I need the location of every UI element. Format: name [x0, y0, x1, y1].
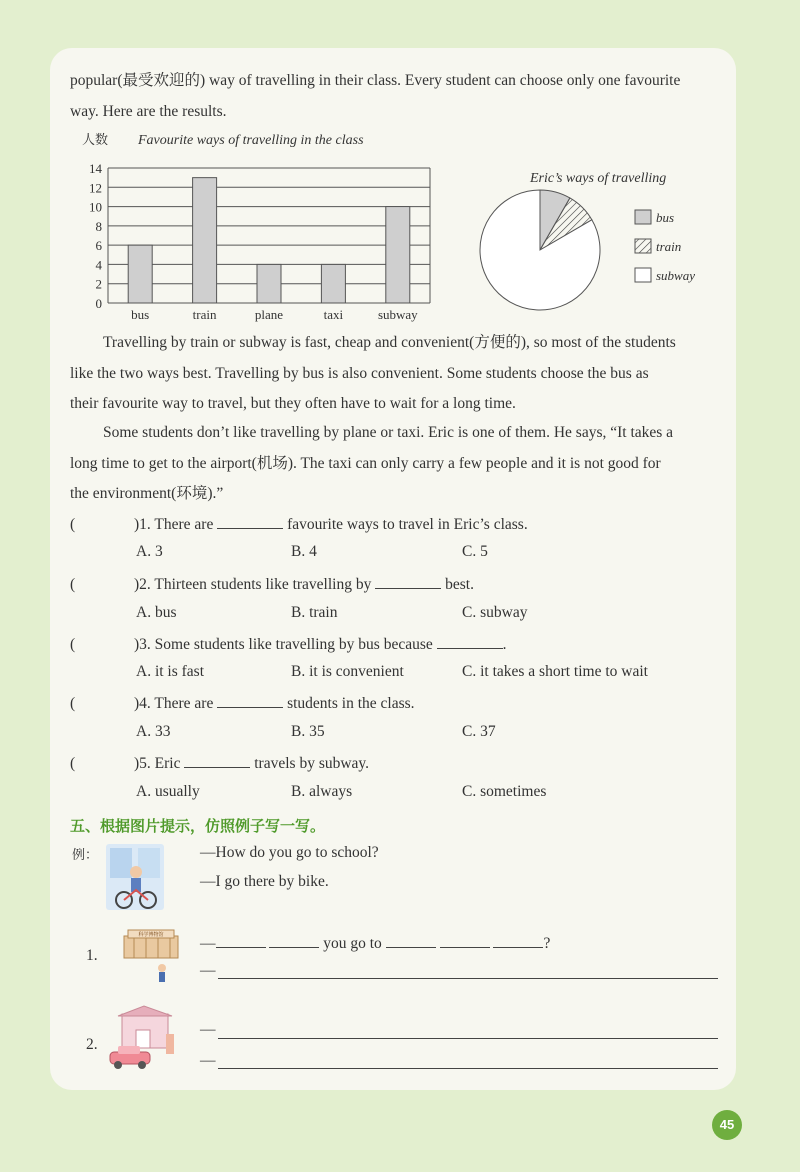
- q5-option-b[interactable]: B. always: [291, 783, 353, 800]
- legend-label: subway: [656, 268, 695, 283]
- page-number: 45: [712, 1110, 742, 1140]
- bar-plane: [257, 264, 281, 303]
- item-1-sentence: — you go to ?: [200, 935, 551, 952]
- y-axis-label: 人数: [82, 132, 109, 147]
- passage-line-1: popular(最受欢迎的) way of travelling in their class. Every student can choose only one favourite: [70, 72, 681, 89]
- legend-swatch-bus: [635, 210, 651, 224]
- legend-label: bus: [656, 210, 675, 225]
- item-2-dash-2: —: [200, 1052, 216, 1069]
- answer-blank[interactable]: [375, 574, 441, 589]
- pie-chart-title: Eric’s ways of travelling: [530, 171, 667, 186]
- legend-swatch-subway: [635, 268, 651, 282]
- answer-blank[interactable]: [217, 693, 283, 708]
- y-tick-label: 6: [95, 238, 102, 254]
- y-tick-label: 2: [95, 276, 102, 292]
- item-2-answer-line-2[interactable]: [218, 1068, 718, 1069]
- item-1-answer-dash: —: [200, 962, 216, 979]
- bar-chart: [70, 128, 450, 328]
- item-2-answer-line-1[interactable]: [218, 1038, 718, 1039]
- example-label: 例：: [72, 848, 99, 863]
- question-4: ( )4. There are students in the class.: [70, 695, 415, 712]
- q5-option-c[interactable]: C. sometimes: [462, 783, 547, 800]
- x-tick-label: taxi: [323, 307, 344, 322]
- passage-para2-line-1: Travelling by train or subway is fast, cheap and convenient(方便的), so most of the students: [103, 334, 676, 351]
- passage-para2-line-3: their favourite way to travel, but they often have to wait for a long time.: [70, 395, 516, 412]
- answer-blank[interactable]: [437, 634, 503, 649]
- legend-swatch-train: [635, 239, 651, 253]
- answer-blank[interactable]: [493, 933, 543, 948]
- y-tick-label: 14: [89, 161, 102, 176]
- x-tick-label: bus: [131, 307, 150, 322]
- question-3: ( )3. Some students like travelling by bus because .: [70, 636, 507, 653]
- q4-option-c[interactable]: C. 37: [462, 723, 496, 740]
- question-5: ( )5. Eric travels by subway.: [70, 755, 370, 772]
- item-2-dash-1: —: [200, 1021, 216, 1038]
- section-5-title: 五、根据图片提示，仿照例子写一写。: [70, 817, 326, 835]
- answer-blank[interactable]: [269, 933, 319, 948]
- answer-blank[interactable]: [216, 933, 266, 948]
- passage-para3-line-3: the environment(环境).”: [70, 485, 224, 502]
- bar-taxi: [321, 264, 345, 303]
- y-tick-label: 4: [95, 257, 102, 273]
- q1-option-c[interactable]: C. 5: [462, 543, 488, 560]
- x-tick-label: subway: [377, 307, 418, 322]
- bike-illustration: [104, 842, 166, 912]
- example-question: —How do you go to school?: [200, 844, 379, 861]
- bar-bus: [128, 245, 152, 303]
- y-tick-label: 8: [95, 218, 102, 234]
- x-tick-label: plane: [254, 307, 284, 322]
- q2-option-c[interactable]: C. subway: [462, 604, 528, 621]
- example-answer: —I go there by bike.: [200, 873, 329, 890]
- y-tick-label: 10: [89, 199, 102, 215]
- q2-option-a[interactable]: A. bus: [136, 604, 177, 621]
- q3-option-c[interactable]: C. it takes a short time to wait: [462, 663, 648, 680]
- science-museum-illustration: [118, 926, 184, 986]
- passage-para3-line-2: long time to get to the airport(机场). The taxi can only carry a few people and it is not good for: [70, 455, 661, 472]
- bar-train: [193, 178, 217, 303]
- item-1-answer-line[interactable]: [218, 978, 718, 979]
- answer-blank[interactable]: [184, 753, 250, 768]
- question-1: ( )1. There are favourite ways to travel in Eric’s class.: [70, 516, 528, 533]
- answer-blank[interactable]: [386, 933, 436, 948]
- passage-para2-line-2: like the two ways best. Travelling by bus is also convenient. Some students choose the bus as: [70, 365, 649, 382]
- building-sign: 科学博物馆: [138, 933, 164, 938]
- legend-label: train: [656, 239, 682, 254]
- y-tick-label: 12: [89, 180, 102, 196]
- q2-option-b[interactable]: B. train: [291, 604, 338, 621]
- q4-option-a[interactable]: A. 33: [136, 723, 171, 740]
- hospital-taxi-illustration: [104, 1004, 184, 1070]
- bar-subway: [386, 207, 410, 303]
- q1-option-b[interactable]: B. 4: [291, 543, 317, 560]
- passage-line-2: way. Here are the results.: [70, 103, 227, 120]
- pie-chart: [470, 160, 730, 315]
- item-1-number: 1.: [86, 947, 98, 964]
- q1-option-a[interactable]: A. 3: [136, 543, 163, 560]
- y-tick-label: 0: [95, 296, 102, 311]
- question-2: ( )2. Thirteen students like travelling by best.: [70, 576, 474, 593]
- q3-option-b[interactable]: B. it is convenient: [291, 663, 404, 680]
- passage-para3-line-1: Some students don’t like travelling by plane or taxi. Eric is one of them. He says, “It takes a: [103, 424, 674, 441]
- answer-blank[interactable]: [440, 933, 490, 948]
- q4-option-b[interactable]: B. 35: [291, 723, 325, 740]
- answer-blank[interactable]: [217, 514, 283, 529]
- bar-chart-title: Favourite ways of travelling in the class: [138, 133, 364, 148]
- q3-option-a[interactable]: A. it is fast: [136, 663, 205, 680]
- x-tick-label: train: [192, 307, 217, 322]
- item-2-number: 2.: [86, 1036, 98, 1053]
- q5-option-a[interactable]: A. usually: [136, 783, 200, 800]
